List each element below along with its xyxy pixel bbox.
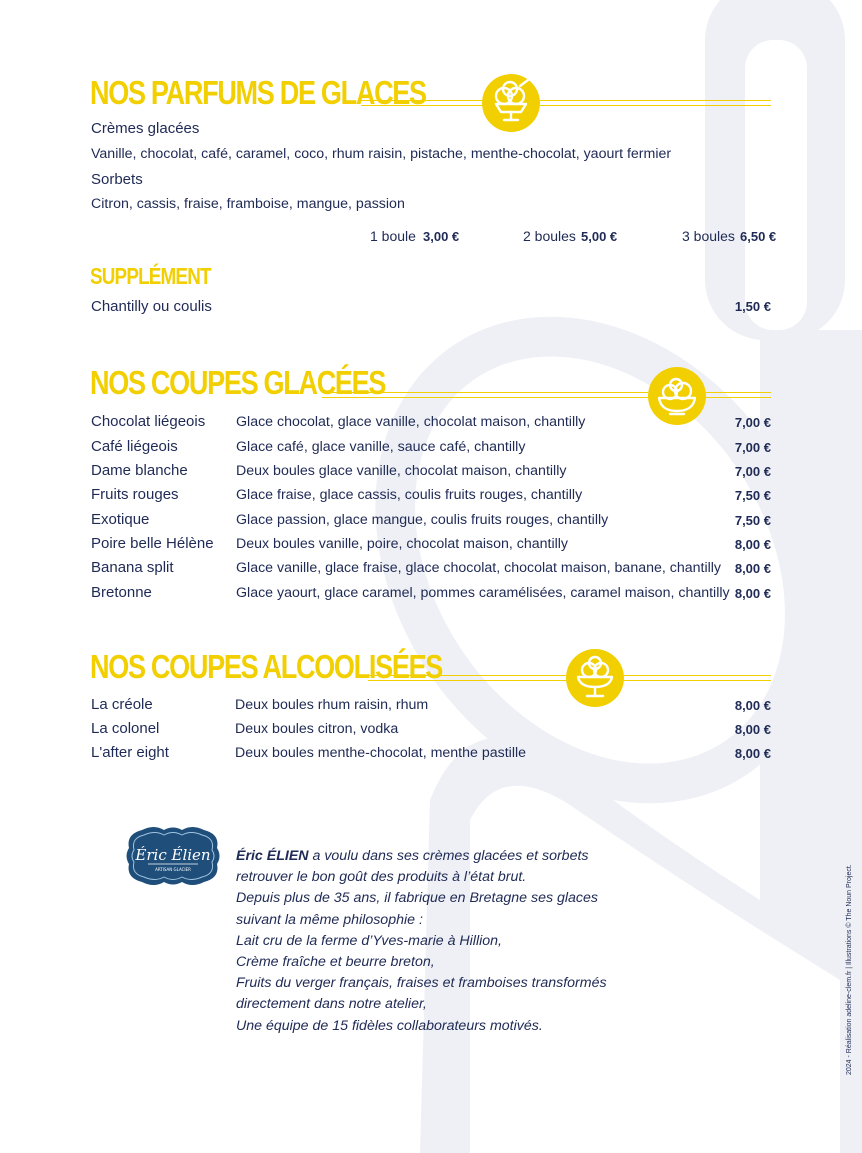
coupe-price: 8,00 € <box>734 586 771 601</box>
boule-1-label: 1 boule <box>370 228 416 244</box>
coupes-rule-left <box>322 392 648 398</box>
about-line1-rest: a voulu dans ses crèmes glacées et sorbets <box>308 848 589 864</box>
parfums-title: NOS PARFUMS DE GLACES <box>90 74 426 111</box>
coupe-name: Café liégeois <box>91 438 178 455</box>
coupe-price: 8,00 € <box>734 537 771 552</box>
boule-3-label: 3 boules <box>682 228 735 244</box>
coupes-title: NOS COUPES GLACÉES <box>90 364 386 401</box>
coupe-name: Dame blanche <box>91 462 188 479</box>
parfums-rule-right <box>540 100 771 106</box>
coupe-price: 7,00 € <box>734 415 771 430</box>
supplement-price: 1,50 € <box>734 299 771 314</box>
about-text <box>236 846 656 1037</box>
boule-1-price: 3,00 € <box>423 229 460 244</box>
coupes-rule-right <box>706 392 771 398</box>
about-line: Depuis plus de 35 ans, il fabrique en Bretagne ses glaces <box>236 890 599 907</box>
about-line: Fruits du verger français, fraises et framboises transformés <box>236 975 607 992</box>
alcool-name: La créole <box>91 696 153 713</box>
coupe-desc: Deux boules vanille, poire, chocolat maison, chantilly <box>236 536 569 552</box>
logo-text: Éric Élien <box>135 846 211 864</box>
alcool-price: 8,00 € <box>734 746 771 761</box>
coupe-price: 7,50 € <box>734 513 771 528</box>
alcool-rule-left <box>368 675 566 681</box>
alcool-price: 8,00 € <box>734 698 771 713</box>
coupe-name: Bretonne <box>91 584 152 601</box>
coupe-desc: Glace vanille, glace fraise, glace chocolat, chocolat maison, banane, chantilly <box>236 560 722 576</box>
alcool-desc: Deux boules rhum raisin, rhum <box>235 697 429 713</box>
about-line: Lait cru de la ferme d’Yves-marie à Hillion, <box>236 932 502 949</box>
about-line <box>236 846 656 867</box>
about-line: Crème fraîche et beurre breton, <box>236 954 435 971</box>
logo-subtext: ARTISAN GLACIER <box>155 867 191 872</box>
boule-3-price: 6,50 € <box>740 229 777 244</box>
parfums-rule-left <box>361 100 482 106</box>
coupe-price: 7,00 € <box>734 440 771 455</box>
supplement-title: SUPPLÉMENT <box>90 263 211 289</box>
cremes-list: Vanille, chocolat, café, caramel, coco, rhum raisin, pistache, menthe-chocolat, yaourt fermier <box>91 146 672 162</box>
coupe-desc: Glace fraise, glace cassis, coulis fruits rouges, chantilly <box>236 487 583 503</box>
supplement-item: Chantilly ou coulis <box>91 298 212 315</box>
coupe-price: 7,00 € <box>734 464 771 479</box>
alcool-price: 8,00 € <box>734 722 771 737</box>
coupe-name: Poire belle Hélène <box>91 535 214 552</box>
alcool-desc: Deux boules citron, vodka <box>235 721 399 737</box>
coupe-price: 8,00 € <box>734 561 771 576</box>
ice-cream-cup-icon <box>482 74 540 132</box>
about-line: retrouver le bon goût des produits à l’état brut. <box>236 869 527 886</box>
alcool-name: La colonel <box>91 720 160 737</box>
coupe-desc: Glace passion, glace mangue, coulis fruits rouges, chantilly <box>236 512 609 528</box>
coupe-desc: Deux boules glace vanille, chocolat maison, chantilly <box>236 463 567 479</box>
about-line: directement dans notre atelier, <box>236 996 427 1013</box>
cremes-label: Crèmes glacées <box>91 120 200 137</box>
alcool-name: L'after eight <box>91 744 169 761</box>
coupe-desc: Glace chocolat, glace vanille, chocolat maison, chantilly <box>236 414 586 430</box>
eric-elien-logo <box>124 824 222 888</box>
alcool-title: NOS COUPES ALCOOLISÉES <box>90 648 443 685</box>
coupe-price: 7,50 € <box>734 488 771 503</box>
about-line: Une équipe de 15 fidèles collaborateurs motivés. <box>236 1017 543 1034</box>
coupe-desc: Glace café, glace vanille, sauce café, chantilly <box>236 439 526 455</box>
sorbets-label: Sorbets <box>91 171 143 188</box>
about-name: Éric ÉLIEN <box>236 848 309 864</box>
coupe-desc: Glace yaourt, glace caramel, pommes caramélisées, caramel maison, chantilly <box>236 585 730 601</box>
boule-2-label: 2 boules <box>523 228 576 244</box>
coupe-name: Chocolat liégeois <box>91 413 206 430</box>
alcool-desc: Deux boules menthe-chocolat, menthe pastille <box>235 745 527 761</box>
ice-cream-bowl-icon <box>648 367 706 425</box>
coupe-name: Exotique <box>91 511 150 528</box>
coupe-name: Banana split <box>91 559 174 576</box>
sorbets-list: Citron, cassis, fraise, framboise, mangue, passion <box>91 196 405 212</box>
alcool-rule-right <box>624 675 771 681</box>
coupe-name: Fruits rouges <box>91 486 179 503</box>
about-line: suivant la même philosophie : <box>236 911 423 928</box>
credit-text: 2024 - Réalisation adeline-clem.fr | Illustrations © The Noun Project. <box>846 864 853 1075</box>
boule-2-price: 5,00 € <box>581 229 618 244</box>
sundae-glass-icon <box>566 649 624 707</box>
